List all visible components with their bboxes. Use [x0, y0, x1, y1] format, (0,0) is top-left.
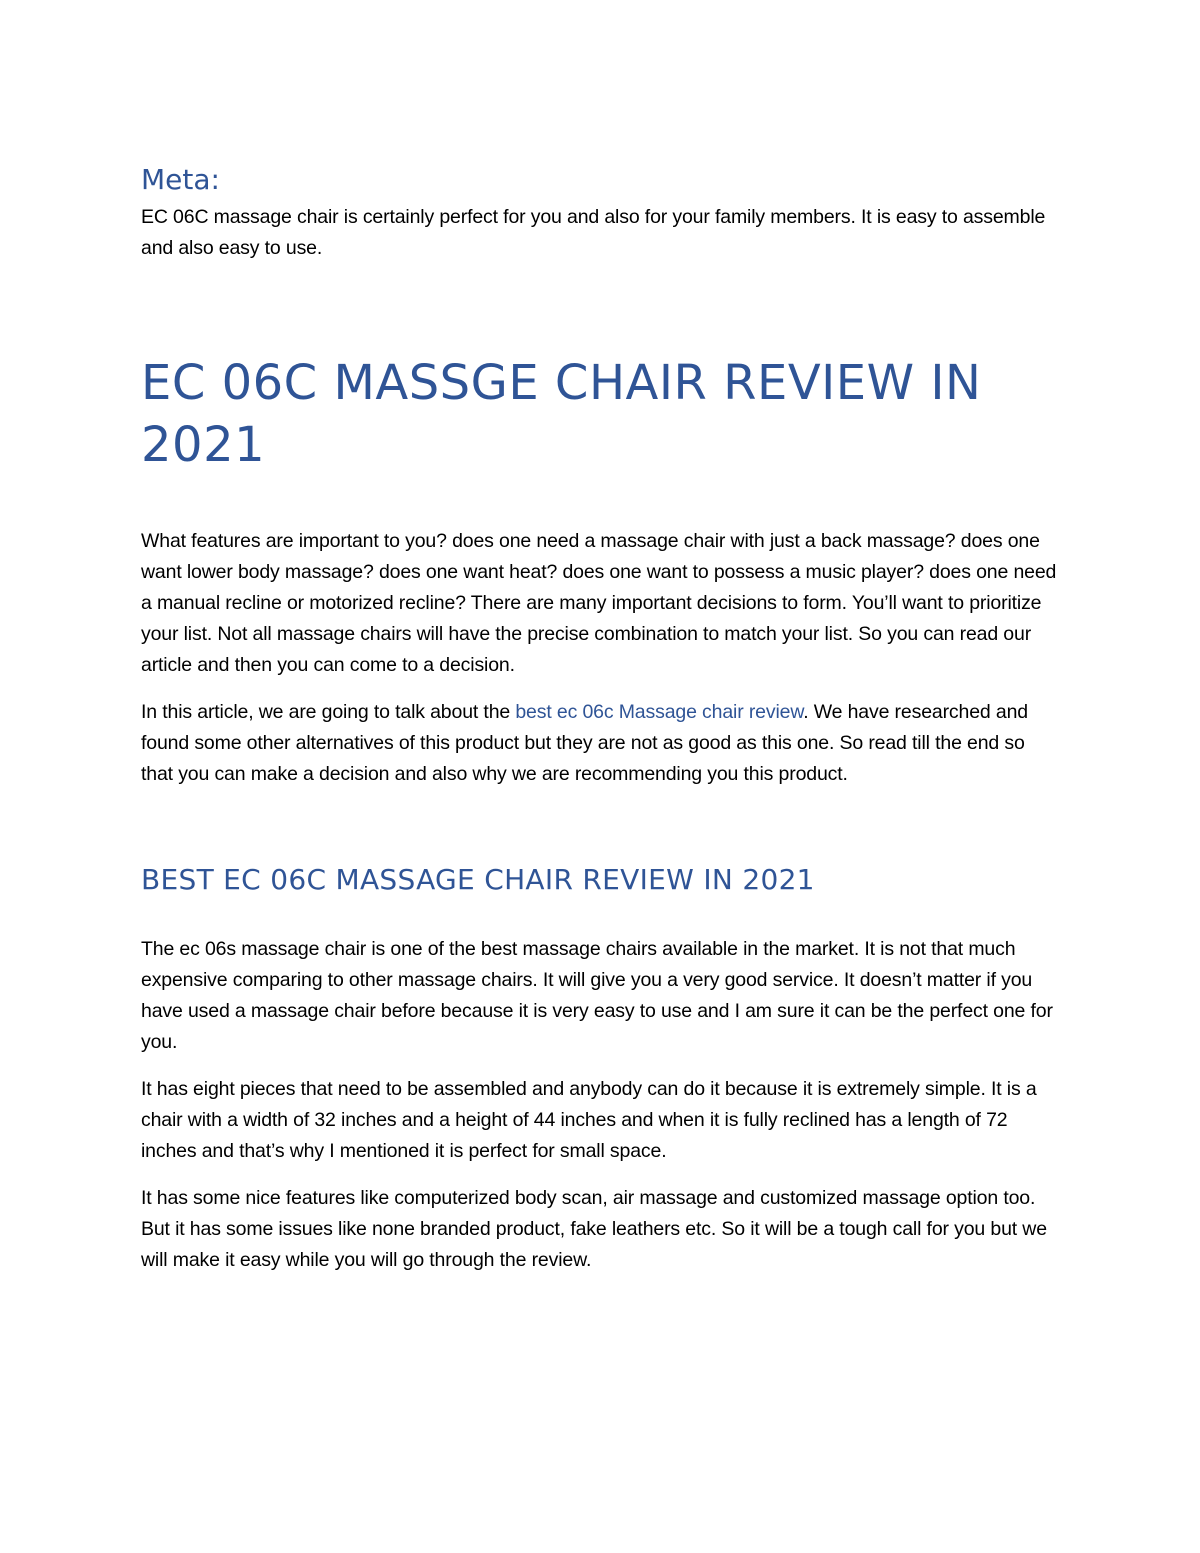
- section-paragraph-3: It has some nice features like computerized body scan, air massage and customized massage option too. But it has some issues like none branded product, fake leathers etc. So it will be a tough call for you but we will make it easy while you will go through the review.: [141, 1187, 1047, 1271]
- section-paragraph-1: The ec 06s massage chair is one of the best massage chairs available in the market. It is not that much expensive comparing to other massage chairs. It will give you a very good service. It doesn’t matter if you have used a massage chair before because it is very easy to use and I am sure it can be the perfect one for you.: [141, 938, 1053, 1053]
- intro-paragraph-2-start: In this article, we are going to talk about the: [141, 701, 516, 723]
- section-heading: BEST EC 06C MASSAGE CHAIR REVIEW IN 2021: [141, 863, 815, 896]
- section-paragraph-2: It has eight pieces that need to be assembled and anybody can do it because it is extremely simple. It is a chair with a width of 32 inches and a height of 44 inches and when it is fully reclined has a length of 72 inches and that’s why I mentioned it is perfect for small space.: [141, 1078, 1037, 1162]
- document-content: [141, 160, 1061, 1292]
- intro-paragraph-1: What features are important to you? does one need a massage chair with just a back massage? does one want lower body massage? does one want heat? does one want to possess a music player? does one need a manual recline or motorized recline? There are many important decisions to form. You’ll want to prioritize your list. Not all massage chairs will have the precise combination to match your list. So you can read our article and then you can come to a decision.: [141, 530, 1057, 676]
- meta-description: EC 06C massage chair is certainly perfect for you and also for your family members. It is easy to assemble and also easy to use.: [141, 206, 1046, 259]
- intro-paragraph-2-end: . We have researched and found some other alternatives of this product but they are not as good as this one. So read till the end so that you can make a decision and also why we are recommending you this product.: [141, 701, 1028, 785]
- meta-heading: Meta:: [141, 163, 220, 196]
- review-link[interactable]: best ec 06c Massage chair review: [515, 701, 804, 723]
- intro-paragraph-2: [141, 697, 1061, 790]
- page-title: EC 06C MASSGE CHAIR REVIEW IN 2021: [141, 355, 982, 473]
